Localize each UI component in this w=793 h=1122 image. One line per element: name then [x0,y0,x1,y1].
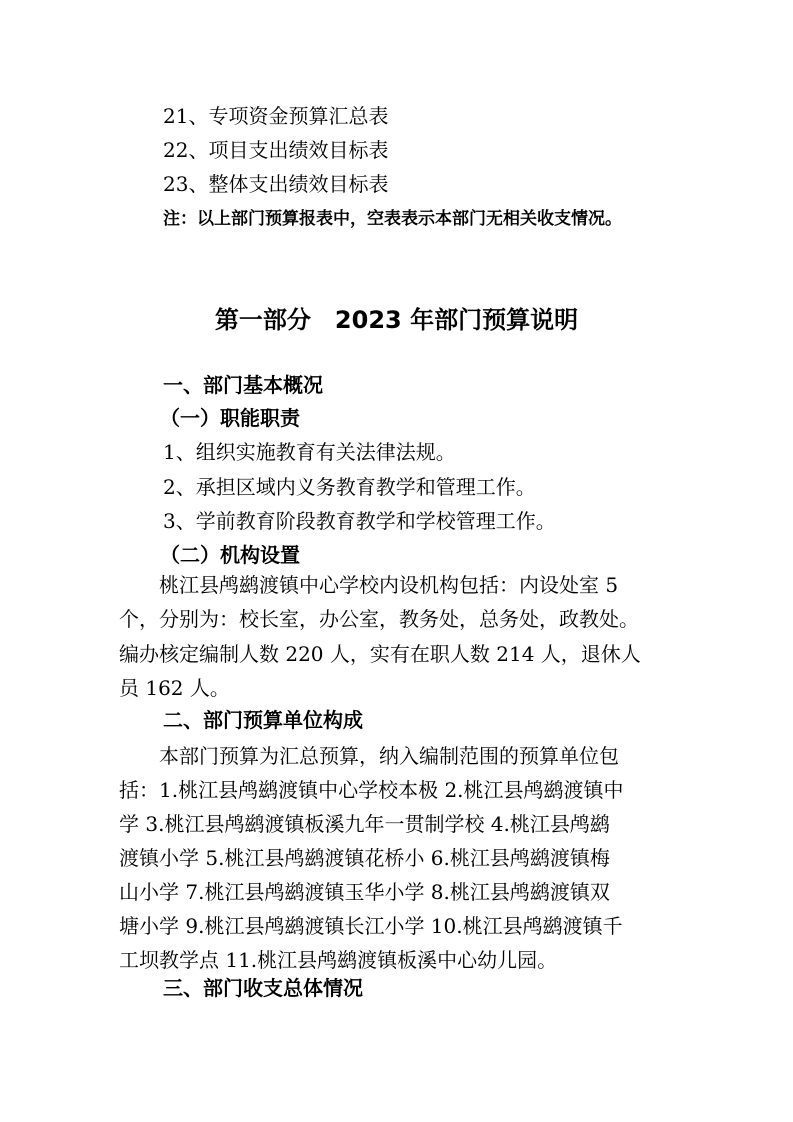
toc-item-23: 23、整体支出绩效目标表 [163,172,389,196]
unit-line-3: 学 3.桃江县鸬鹚渡镇板溪九年一贯制学校 4.桃江县鸬鹚 [119,812,610,836]
section1-sub2: （二）机构设置 [160,543,300,567]
org-line-3: 编办核定编制人数 220 人，实有在职人数 214 人，退休人 [119,642,641,666]
unit-line-6: 塘小学 9.桃江县鸬鹚渡镇长江小学 10.桃江县鸬鹚渡镇千 [119,914,623,938]
duty-2: 2、承担区域内义务教育教学和管理工作。 [163,475,536,499]
section1-heading: 一、部门基本概况 [163,373,323,397]
duty-3: 3、学前教育阶段教育教学和学校管理工作。 [163,509,556,533]
unit-line-4: 渡镇小学 5.桃江县鸬鹚渡镇花桥小 6.桃江县鸬鹚渡镇梅 [119,846,610,870]
duty-1: 1、组织实施教育有关法律法规。 [163,440,456,464]
section3-heading: 三、部门收支总体情况 [163,976,363,1000]
toc-item-22: 22、项目支出绩效目标表 [163,138,389,162]
unit-line-2: 括：1.桃江县鸬鹚渡镇中心学校本极 2.桃江县鸬鹚渡镇中 [119,778,624,802]
org-line-4: 员 162 人。 [119,676,230,700]
org-line-2: 个，分别为：校长室，办公室，教务处，总务处，政教处。 [119,607,639,631]
part-title: 第一部分 2023 年部门预算说明 [214,306,579,334]
toc-item-21: 21、专项资金预算汇总表 [163,104,389,128]
unit-line-5: 山小学 7.桃江县鸬鹚渡镇玉华小学 8.桃江县鸬鹚渡镇双 [119,880,610,904]
unit-line-7: 工坝教学点 11.桃江县鸬鹚渡镇板溪中心幼儿园。 [119,948,558,972]
org-line-1: 桃江县鸬鹚渡镇中心学校内设机构包括：内设处室 5 [119,573,619,597]
unit-line-1: 本部门预算为汇总预算，纳入编制范围的预算单位包 [119,744,619,768]
note: 注：以上部门预算报表中，空表表示本部门无相关收支情况。 [163,209,622,229]
section2-heading: 二、部门预算单位构成 [163,708,363,732]
section1-sub1: （一）职能职责 [160,406,300,430]
